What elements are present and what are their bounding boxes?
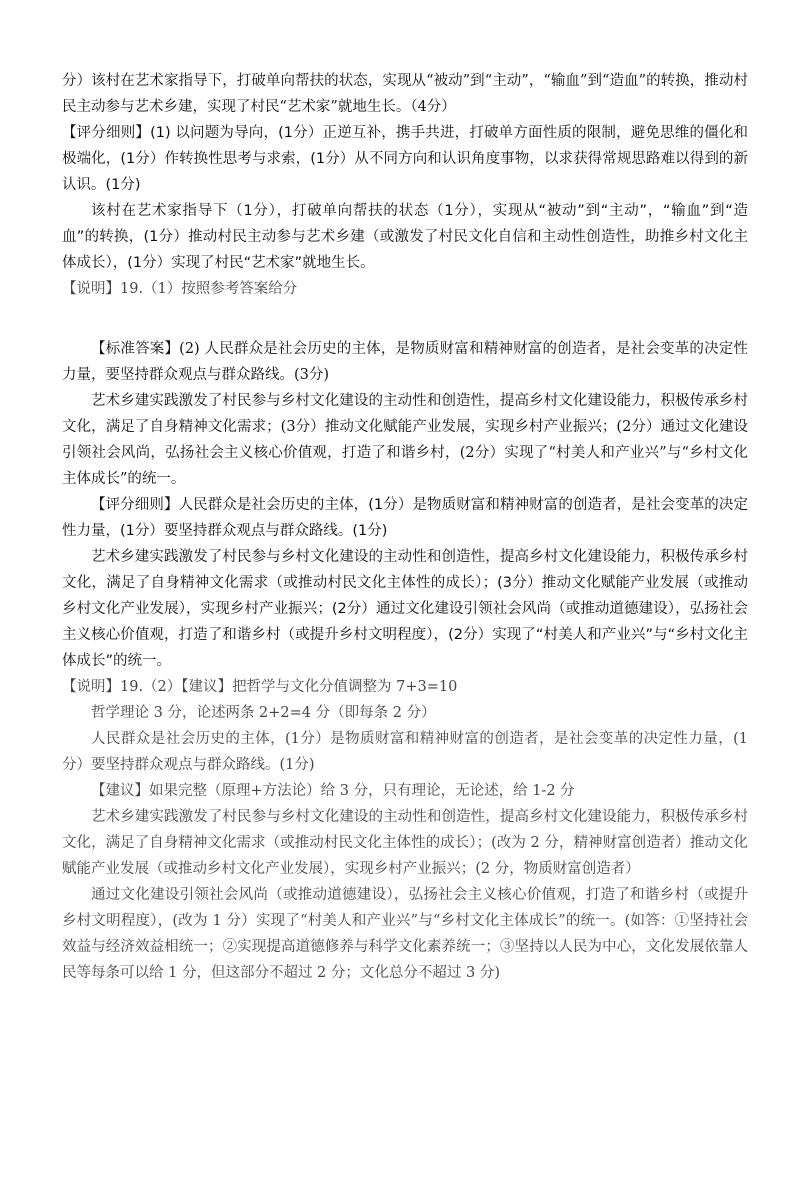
answer-paragraph-continued: 分）该村在艺术家指导下，打破单向帮扶的状态，实现从“被动”到“主动”，“输血”到“造血”的转换，推动村民主动参与艺术乡建，实现了村民“艺术家”就地生长。（4分） [62, 73, 748, 115]
standard-answer-text: (2) 人民群众是社会历史的主体，是物质财富和精神财富的创造者，是社会变革的决定性力量，要坚持群众观点与群众路线。(3分) [62, 341, 748, 383]
note-paragraph [62, 276, 748, 302]
note-line-3: 【建议】如果完整（原理+方法论）给 3 分，只有理论，无论述，给 1-2 分 [91, 783, 575, 799]
note-heading: 19.（2）【建议】把哲学与文化分值调整为 7+3=10 [120, 679, 458, 695]
note-line-2: 人民群众是社会历史的主体，(1分）是物质财富和精神财富的创造者，是社会变革的决定性力量，(1分）要坚持群众观点与群众路线。(1分) [62, 731, 748, 773]
scoring-details-paragraph-3 [62, 492, 748, 544]
scoring-details-paragraph-4: 艺术乡建实践激发了村民参与乡村文化建设的主动性和创造性，提高乡村文化建设能力，积极传承乡村文化，满足了自身精神文化需求（或推动村民文化主体性的成长）；(3分）推动文化赋能产业发展（或推动乡村文化产业发展），实现乡村产业振兴；(2分）通过文化建设引领社会风尚（或推动道德建设），弘扬社会主义核心价值观，打造了和谐乡村（或提升乡村文明程度），(2分）实现了“村美人和产业兴”与“乡村文化主体成长”的统一。 [62, 549, 748, 669]
note-line-4: 艺术乡建实践激发了村民参与乡村文化建设的主动性和创造性，提高乡村文化建设能力，积极传承乡村文化，满足了自身精神文化需求（或推动村民文化主体性的成长）；(改为 2 分，精神财富创造者）推动文化赋能产业发展（或推动乡村文化产业发展），实现乡村产业振兴；(2 分，物质财富创造者） [62, 809, 748, 877]
note-tag-2: 【说明】 [62, 679, 120, 695]
scoring-details-text: (1) 以问题为导向，(1分）正逆互补，携手共进，打破单方面性质的限制，避免思维的僵化和极端化，(1分）作转换性思考与求索，(1分）从不同方向和认识角度事物，以求获得常规思路难以得到的新认识。(1分) [62, 125, 748, 193]
note-line-5: 通过文化建设引领社会风尚（或推动道德建设），弘扬社会主义核心价值观，打造了和谐乡村（或提升乡村文明程度），(改为 1 分）实现了“村美人和产业兴”与“乡村文化主体成长”的统一。(如答：①坚持社会效益与经济效益相统一；②实现提高道德修养与科学文化素养统一；③坚持以人民为中心，文化发展依靠人民等每条可以给 1 分，但这部分不超过 2 分；文化总分不超过 3 分) [62, 887, 748, 981]
note-line-1: 哲学理论 3 分，论述两条 2+2=4 分（即每条 2 分） [91, 705, 436, 721]
note-tag: 【说明】 [62, 281, 120, 297]
scoring-details-paragraph-2: 该村在艺术家指导下（1分），打破单向帮扶的状态（1分），实现从“被动”到“主动”，“输血”到“造血”的转换，(1分）推动村民主动参与艺术乡建（或激发了村民文化自信和主动性创造性，助推乡村文化主体成长），(1分）实现了村民“艺术家”就地生长。 [62, 203, 748, 271]
note-paragraph-2 [62, 674, 748, 700]
standard-answer-paragraph [62, 336, 748, 388]
scoring-details-text-2: 人民群众是社会历史的主体，(1分）是物质财富和精神财富的创造者，是社会变革的决定性力量，(1分）要坚持群众观点与群众路线。(1分) [62, 497, 748, 539]
note-text: 19.（1）按照参考答案给分 [120, 281, 298, 297]
scoring-details-tag: 【评分细则】 [62, 125, 151, 141]
scoring-details-tag-2: 【评分细则】 [91, 497, 179, 513]
document-page [62, 68, 748, 986]
scoring-details-paragraph [62, 120, 748, 198]
standard-answer-tag: 【标准答案】 [91, 341, 180, 357]
standard-answer-paragraph-2: 艺术乡建实践激发了村民参与乡村文化建设的主动性和创造性，提高乡村文化建设能力，积极传承乡村文化，满足了自身精神文化需求；(3分）推动文化赋能产业发展，实现乡村产业振兴；(2分）通过文化建设引领社会风尚，弘扬社会主义核心价值观，打造了和谐乡村，(2分）实现了“村美人和产业兴”与“乡村文化主体成长”的统一。 [62, 393, 748, 487]
